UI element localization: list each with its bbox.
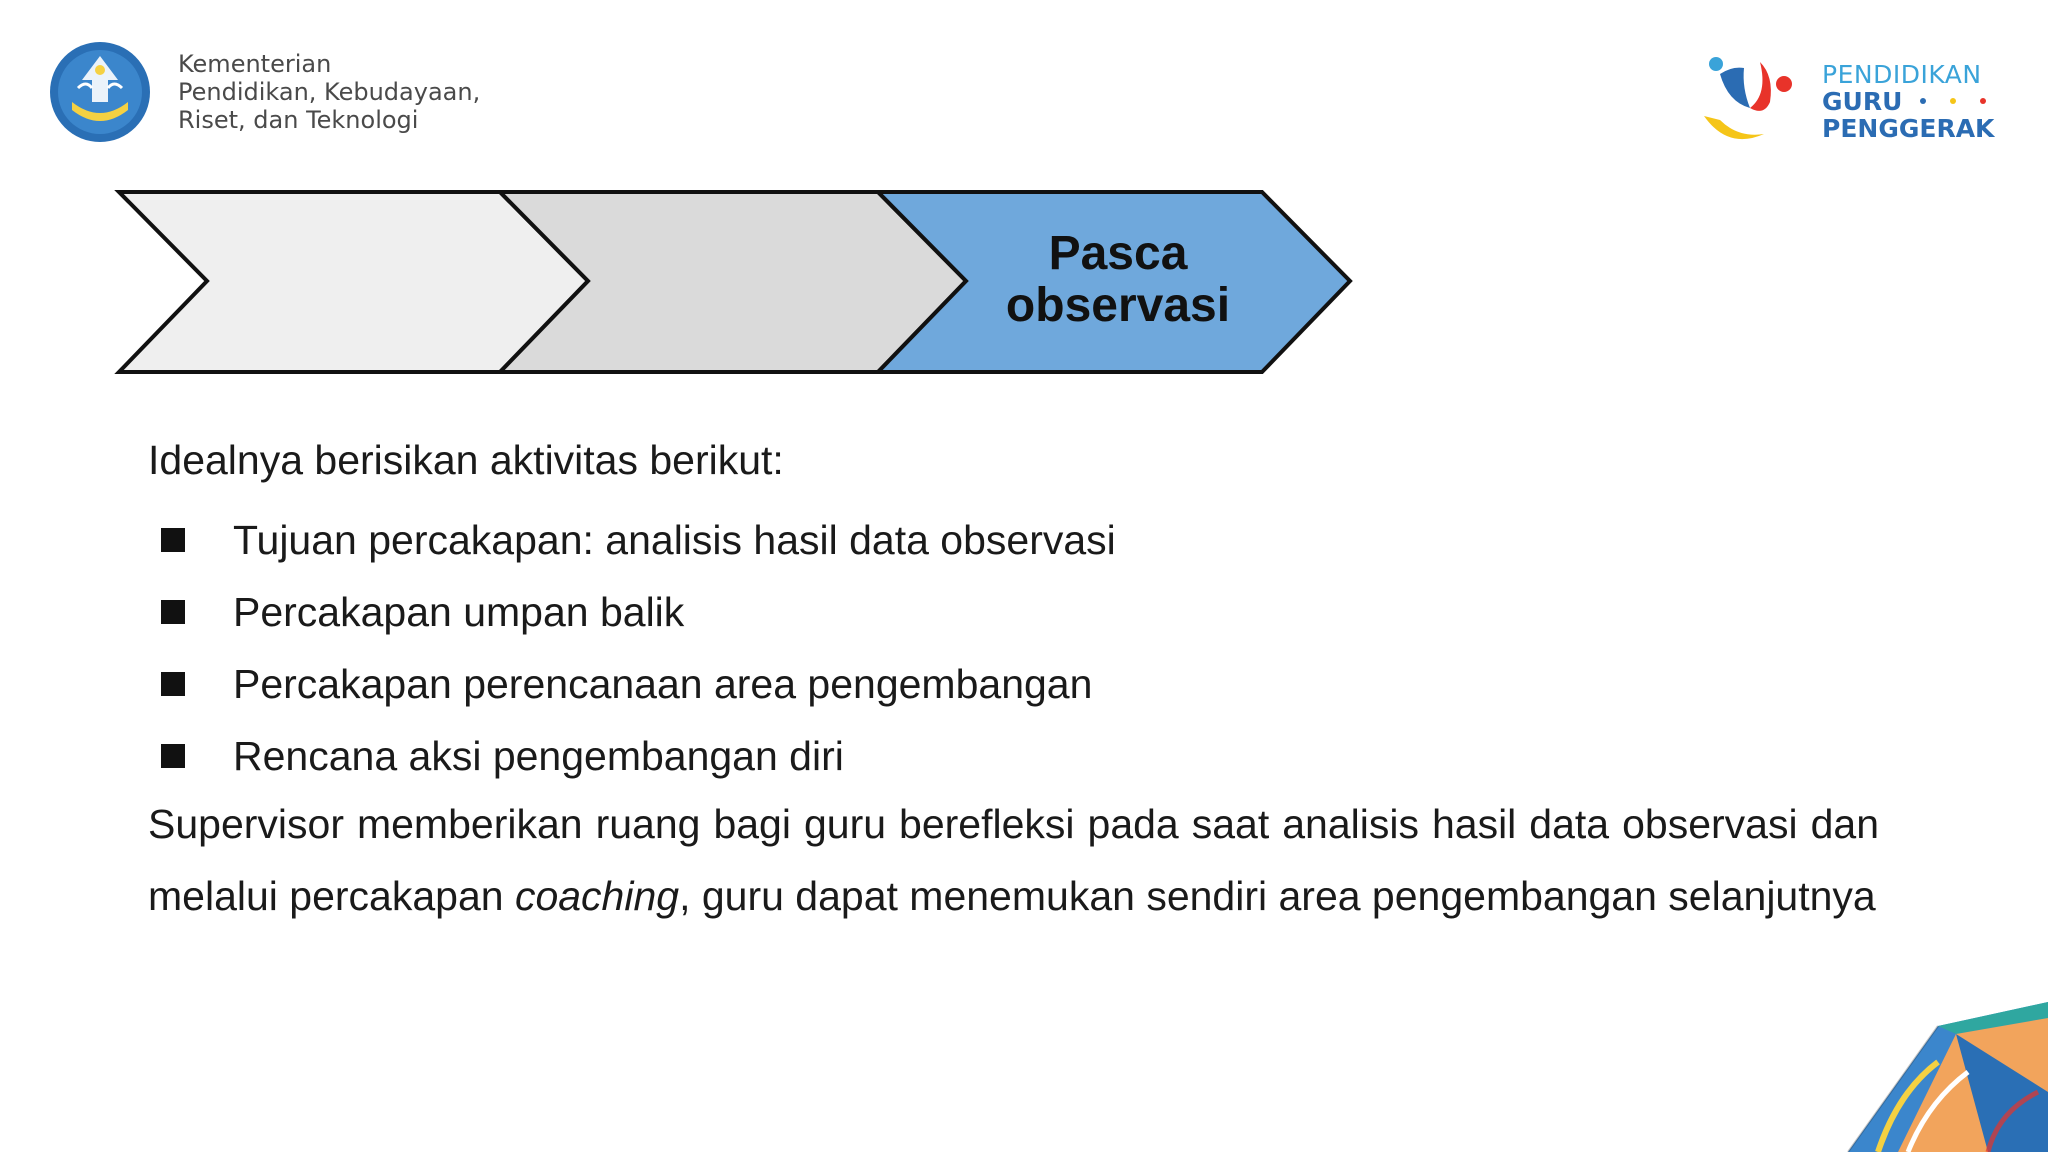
list-item [148,648,1879,720]
slide-content [148,432,1879,932]
pgp-line-3: PENGGERAK [1822,113,1995,143]
list-item-text: Rencana aksi pengembangan diri [233,732,844,779]
activity-list [148,504,1879,792]
ministry-name-line-2: Pendidikan, Kebudayaan, [178,78,481,106]
list-item [148,576,1879,648]
stage-3-label: Pasca observasi [1005,227,1231,332]
process-chevrons [0,0,2048,400]
summary-text-start: Supervisor memberikan ruang bagi guru berefleksi pada saat analisis hasil data observasi dan melalui percakapan [148,801,1879,919]
ministry-name-line-1: Kementerian [178,50,332,78]
ministry-name-line-3: Riset, dan Teknologi [178,106,419,134]
pgp-line-1: PENDIDIKAN [1822,59,1982,89]
summary-emphasis: coaching [514,873,680,919]
decorative-corner-pattern [1788,972,2048,1152]
list-item [148,504,1879,576]
summary-text-end: , guru dapat menemukan sendiri area pengembangan selanjutnya [679,873,1876,919]
square-bullet-icon [161,528,185,552]
square-bullet-icon [161,744,185,768]
square-bullet-icon [161,672,185,696]
summary-paragraph [148,788,1879,932]
chevron-stage-1 [119,192,588,372]
list-item [148,720,1879,792]
list-item-text: Percakapan perencanaan area pengembangan [233,660,1093,707]
intro-text: Idealnya berisikan aktivitas berikut: [148,437,784,483]
pgp-line-2-text: GURU [1822,86,1903,116]
list-item-text: Percakapan umpan balik [233,588,685,635]
list-item-text: Tujuan percakapan: analisis hasil data observasi [233,516,1116,563]
square-bullet-icon [161,600,185,624]
